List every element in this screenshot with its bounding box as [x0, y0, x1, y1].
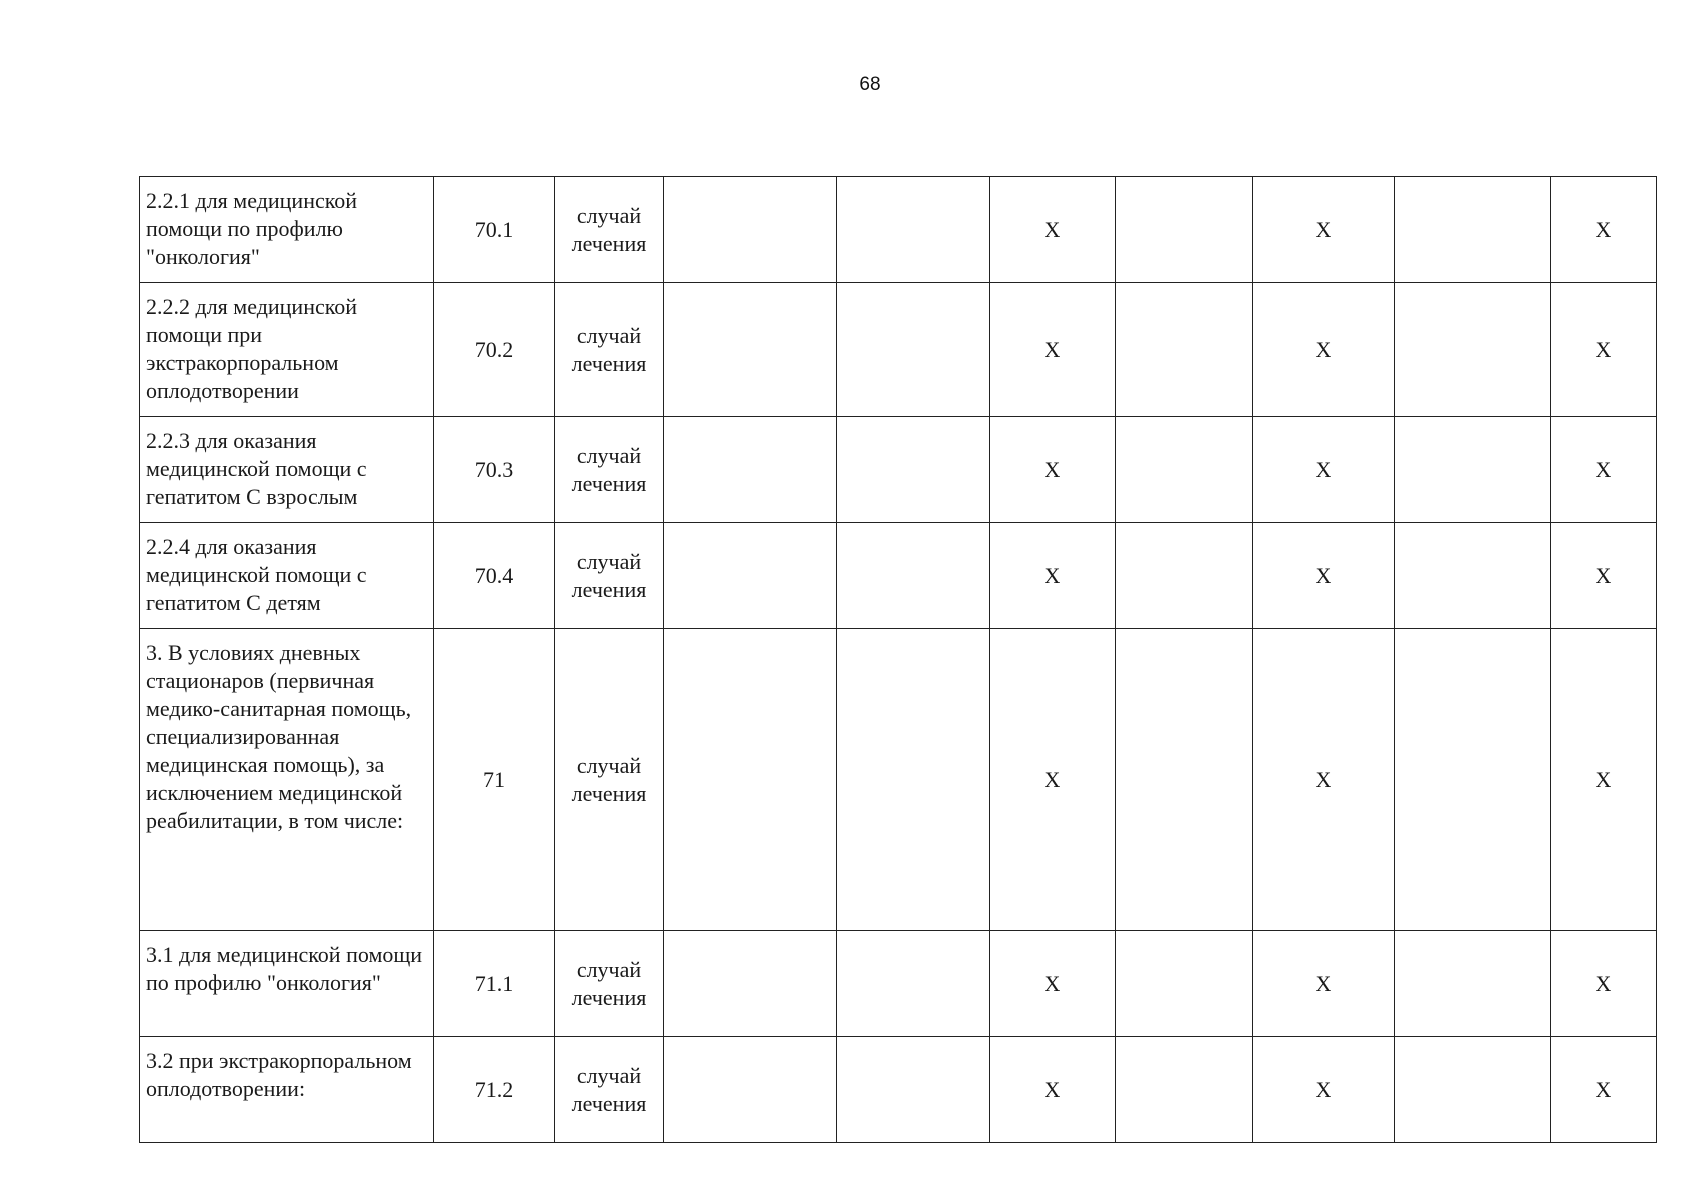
row-unit-cell: случай лечения	[555, 629, 664, 931]
table-cell	[1116, 1037, 1253, 1143]
table-cell: X	[990, 629, 1116, 931]
table-cell: X	[1253, 931, 1395, 1037]
row-code-cell: 70.3	[434, 417, 555, 523]
row-unit-cell: случай лечения	[555, 1037, 664, 1143]
table-cell: X	[1551, 283, 1657, 417]
table-row	[140, 283, 1657, 417]
table-cell	[1116, 629, 1253, 931]
document-table	[139, 176, 1657, 1143]
row-code-cell: 71	[434, 629, 555, 931]
page-number: 68	[859, 74, 881, 95]
table-cell: X	[1551, 177, 1657, 283]
row-unit-cell: случай лечения	[555, 177, 664, 283]
row-code-cell: 70.1	[434, 177, 555, 283]
table-row	[140, 417, 1657, 523]
row-name-cell: 2.2.2 для медицинской помощи при экстракорпоральном оплодотворении	[140, 283, 434, 417]
row-name-cell: 3. В условиях дневных стационаров (первичная медико-санитарная помощь, специализированная медицинская помощь), за исключением медицинской реабилитации, в том числе:	[140, 629, 434, 931]
row-name-cell: 3.1 для медицинской помощи по профилю "онкология"	[140, 931, 434, 1037]
table-cell	[1395, 417, 1551, 523]
table-cell: X	[1253, 1037, 1395, 1143]
table-cell	[837, 1037, 990, 1143]
table-row	[140, 1037, 1657, 1143]
row-name-cell: 3.2 при экстракорпоральном оплодотворении:	[140, 1037, 434, 1143]
table-cell	[1116, 417, 1253, 523]
table-cell: X	[1253, 523, 1395, 629]
table-cell: X	[1253, 417, 1395, 523]
table-cell: X	[990, 283, 1116, 417]
table-cell	[1116, 523, 1253, 629]
table-cell	[1395, 523, 1551, 629]
table-cell: X	[1551, 931, 1657, 1037]
table-cell: X	[990, 177, 1116, 283]
row-unit-cell: случай лечения	[555, 523, 664, 629]
table-cell	[1116, 283, 1253, 417]
table-cell: X	[990, 417, 1116, 523]
row-code-cell: 70.2	[434, 283, 555, 417]
row-code-cell: 71.1	[434, 931, 555, 1037]
table-cell	[1395, 283, 1551, 417]
row-unit-cell: случай лечения	[555, 283, 664, 417]
table-cell	[664, 1037, 837, 1143]
table-cell: X	[1551, 523, 1657, 629]
table-cell: X	[990, 1037, 1116, 1143]
table-row	[140, 629, 1657, 931]
table-cell	[837, 931, 990, 1037]
table-cell: X	[990, 931, 1116, 1037]
row-code-cell: 71.2	[434, 1037, 555, 1143]
table-cell	[664, 523, 837, 629]
row-unit-cell: случай лечения	[555, 417, 664, 523]
table-cell: X	[1253, 283, 1395, 417]
table-row	[140, 931, 1657, 1037]
row-name-cell: 2.2.1 для медицинской помощи по профилю "онкология"	[140, 177, 434, 283]
table-cell	[837, 177, 990, 283]
row-name-cell: 2.2.3 для оказания медицинской помощи с гепатитом С взрослым	[140, 417, 434, 523]
table-cell: X	[1551, 629, 1657, 931]
table-cell	[664, 177, 837, 283]
table-cell: X	[1253, 177, 1395, 283]
table-cell: X	[1551, 1037, 1657, 1143]
table-cell	[837, 523, 990, 629]
table-cell	[1395, 1037, 1551, 1143]
table-cell	[664, 629, 837, 931]
table-row	[140, 177, 1657, 283]
row-code-cell: 70.4	[434, 523, 555, 629]
table-cell: X	[990, 523, 1116, 629]
table-cell	[1395, 931, 1551, 1037]
table-cell	[837, 629, 990, 931]
table-cell: X	[1253, 629, 1395, 931]
table-row	[140, 523, 1657, 629]
row-unit-cell: случай лечения	[555, 931, 664, 1037]
table-cell	[664, 417, 837, 523]
table-cell	[1116, 931, 1253, 1037]
table-cell	[664, 931, 837, 1037]
table-cell	[1395, 177, 1551, 283]
row-name-cell: 2.2.4 для оказания медицинской помощи с гепатитом С детям	[140, 523, 434, 629]
table-cell	[837, 417, 990, 523]
table-cell: X	[1551, 417, 1657, 523]
table-cell	[837, 283, 990, 417]
table-cell	[664, 283, 837, 417]
table-cell	[1116, 177, 1253, 283]
table-cell	[1395, 629, 1551, 931]
